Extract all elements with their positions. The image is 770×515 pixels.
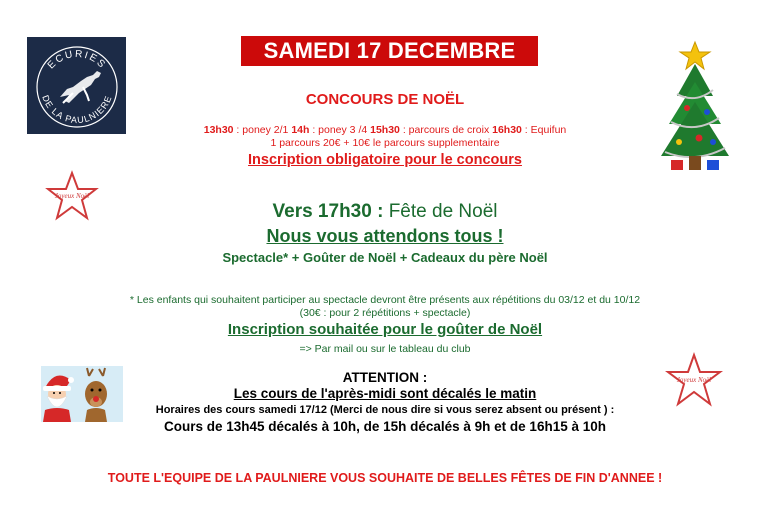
fete-programme: Spectacle* + Goûter de Noël + Cadeaux du père Noël <box>222 250 548 265</box>
fete-time: Vers 17h30 : <box>272 201 384 222</box>
fete-note-price: (30€ : pour 2 répétitions + spectacle) <box>299 307 471 319</box>
schedule-desc: : poney 3 /4 <box>309 124 371 136</box>
attention-heading: ATTENTION : <box>342 370 428 385</box>
ecuries-logo <box>27 37 126 134</box>
logo-text-bottom: DE LA PAULNIERE <box>40 93 114 126</box>
concours-schedule <box>0 124 770 136</box>
fete-contact: => Par mail ou sur le tableau du club <box>299 343 471 355</box>
attention-cours: Cours de 13h45 décalés à 10h, de 15h décalés à 9h et de 16h15 à 10h <box>164 419 606 434</box>
schedule-time: 16h30 <box>492 124 522 136</box>
svg-text:ECURIES <box>46 49 108 72</box>
fete-attendons: Nous vous attendons tous ! <box>266 226 504 246</box>
stamp-text: Joyeux Noël <box>54 192 90 200</box>
page-title: SAMEDI 17 DECEMBRE <box>241 36 538 66</box>
schedule-desc: : Equifun <box>521 124 567 136</box>
concours-heading: CONCOURS DE NOËL <box>305 91 465 108</box>
schedule-desc: : poney 2/1 <box>233 124 292 136</box>
concours-inscription: Inscription obligatoire pour le concours <box>248 152 522 168</box>
fete-inscription: Inscription souhaitée pour le goûter de Noël <box>227 321 543 338</box>
schedule-desc: : parcours de croix <box>399 124 493 136</box>
logo-text-top: ECURIES <box>45 48 109 72</box>
attention-subheading: Les cours de l'après-midi sont décalés le matin <box>233 386 537 401</box>
logo-emblem <box>27 37 126 134</box>
schedule-time: 15h30 <box>370 124 400 136</box>
schedule-time: 13h30 <box>203 124 234 136</box>
fete-label: Fête de Noël <box>383 201 498 222</box>
stamp-text: Joyeux Noël <box>676 376 712 384</box>
fete-note: * Les enfants qui souhaitent participer au spectacle devront être présents aux répétitions du 03/12 et du 10/12 <box>129 294 641 306</box>
footer-message: TOUTE L'EQUIPE DE LA PAULNIERE VOUS SOUHAITE DE BELLES FÊTES DE FIN D'ANNEE ! <box>107 471 663 485</box>
concours-price: 1 parcours 20€ + 10€ le parcours supplementaire <box>270 137 500 149</box>
schedule-time: 14h <box>291 124 310 136</box>
fete-title <box>0 201 770 223</box>
attention-horaires: Horaires des cours samedi 17/12 (Merci de nous dire si vous serez absent ou présent ) : <box>155 404 615 416</box>
